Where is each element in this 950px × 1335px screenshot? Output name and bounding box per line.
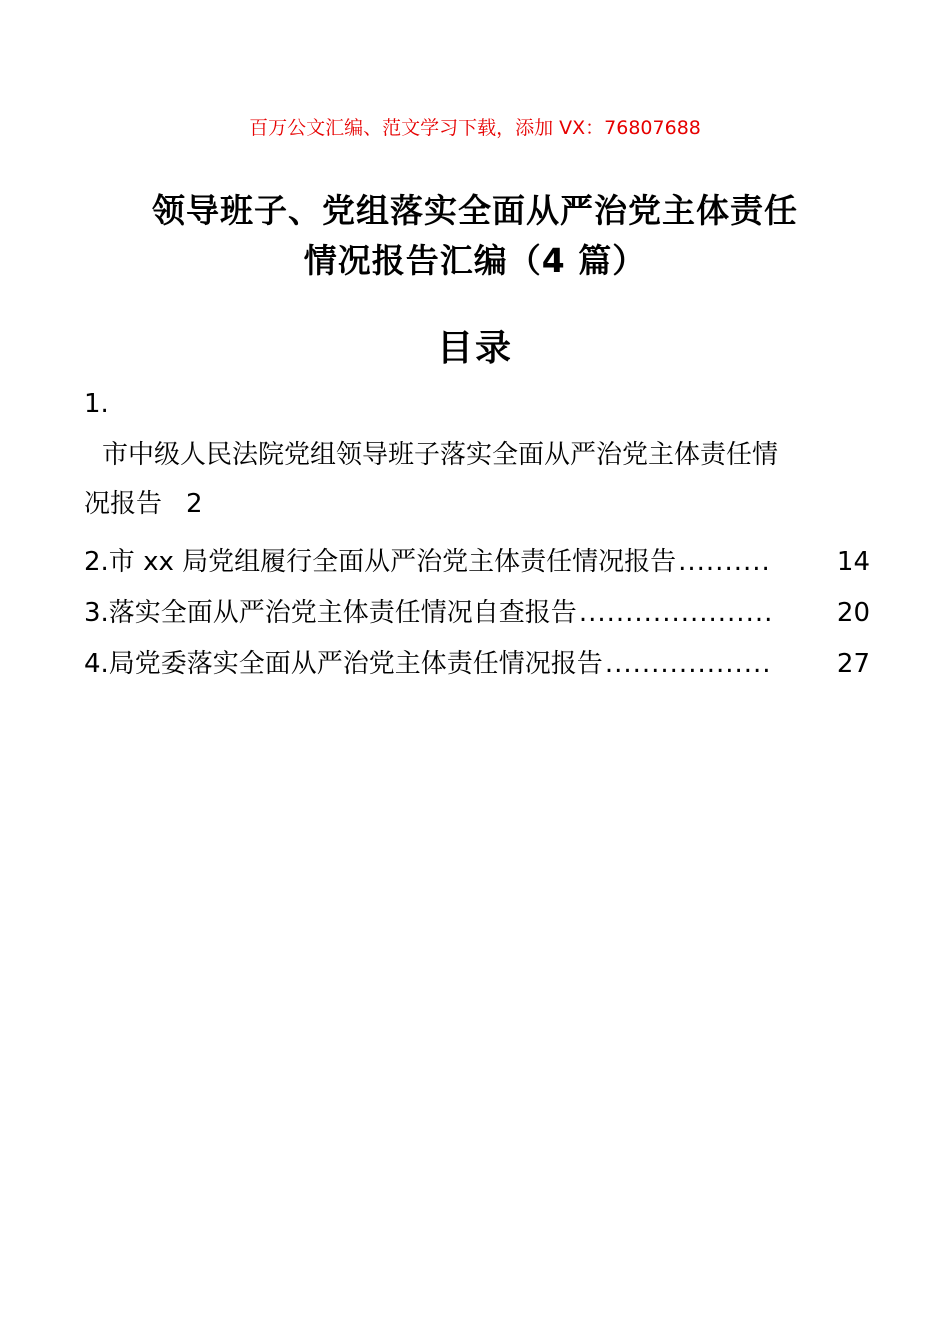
toc-item-4-dot-leader: .................. (604, 649, 772, 679)
document-title (60, 186, 890, 286)
toc-item-1-page-number: 2 (186, 489, 203, 519)
download-banner: 百万公文汇编、范文学习下载，添加 VX：76807688 (249, 117, 701, 139)
toc-item-4-page-number: 27 (836, 649, 870, 679)
toc-item-4[interactable] (84, 643, 870, 694)
toc-item-3-title: 3.落实全面从严治党主体责任情况自查报告 (84, 598, 577, 628)
toc-item-1-title-line-2 (84, 483, 203, 526)
toc-item-4-title: 4.局党委落实全面从严治党主体责任情况报告 (84, 649, 603, 679)
toc-item-2[interactable] (84, 541, 870, 592)
toc-item-1-number: 1. (84, 389, 109, 419)
toc-item-2-title: 2.市 xx 局党组履行全面从严治党主体责任情况报告 (84, 547, 677, 577)
toc-heading: 目录 (436, 328, 513, 369)
title-line-1: 领导班子、党组落实全面从严治党主体责任 (152, 191, 798, 230)
toc-item-3[interactable] (84, 592, 870, 643)
toc-item-2-page-number: 14 (836, 547, 870, 577)
table-of-contents (84, 383, 870, 694)
toc-item-2-dot-leader: .......... (678, 547, 771, 577)
toc-item-1[interactable] (84, 383, 870, 541)
title-line-2: 情况报告汇编（4 篇） (303, 241, 647, 280)
toc-item-1-title-tail: 况报告 (84, 489, 163, 519)
toc-item-1-title-line-1: 市中级人民法院党组领导班子落实全面从严治党主体责任情 (102, 440, 779, 470)
toc-item-3-page-number: 20 (836, 598, 870, 628)
toc-item-3-dot-leader: ..................... (578, 598, 774, 628)
